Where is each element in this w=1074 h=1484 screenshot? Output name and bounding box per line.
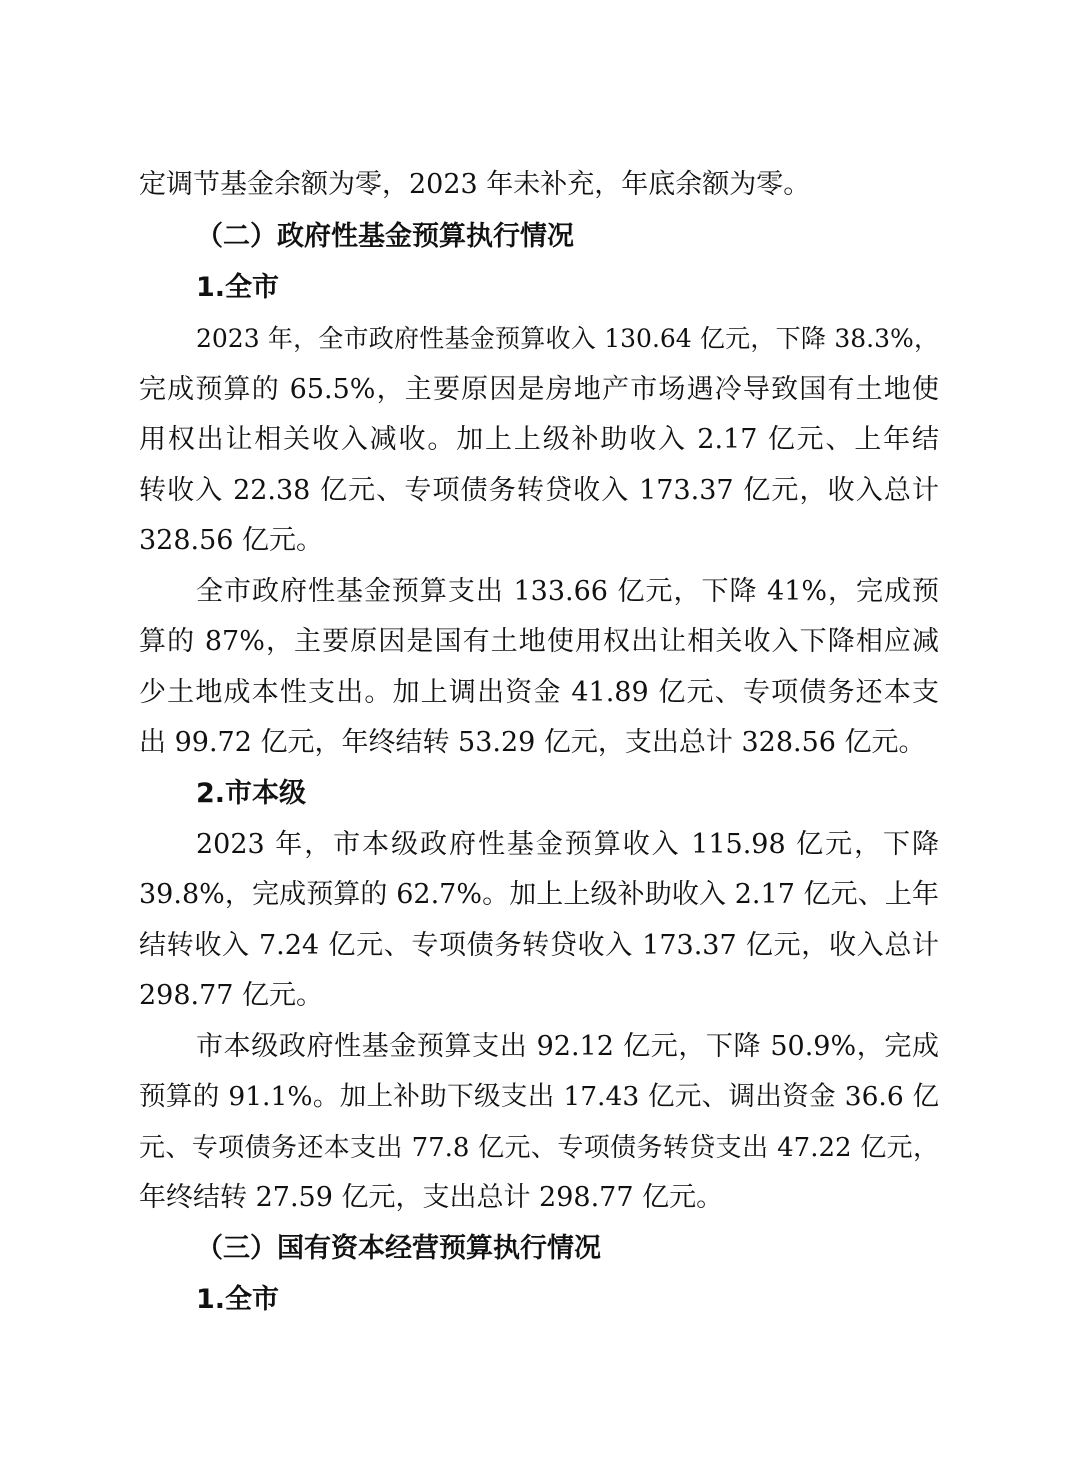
paragraph-line: 2023 年，市本级政府性基金预算收入 115.98 亿元，下降 bbox=[196, 829, 939, 860]
paragraph-line: 298.77 亿元。 bbox=[139, 980, 324, 1011]
paragraph-line: 预算的 91.1%。加上补助下级支出 17.43 亿元、调出资金 36.6 亿 bbox=[139, 1081, 939, 1112]
paragraph-line: 全市政府性基金预算支出 133.66 亿元，下降 41%，完成预 bbox=[196, 576, 939, 607]
paragraph-line: 完成预算的 65.5%，主要原因是房地产市场遇冷导致国有土地使 bbox=[139, 374, 939, 405]
paragraph-line: 年终结转 27.59 亿元，支出总计 298.77 亿元。 bbox=[139, 1182, 724, 1213]
section-heading: （二）政府性基金预算执行情况 bbox=[196, 221, 574, 252]
paragraph-line: 定调节基金余额为零，2023 年未补充，年底余额为零。 bbox=[139, 169, 811, 200]
subsection-heading: 1.全市 bbox=[196, 1284, 280, 1315]
paragraph-line: 出 99.72 亿元，年终结转 53.29 亿元，支出总计 328.56 亿元。 bbox=[139, 727, 926, 758]
subsection-heading: 2.市本级 bbox=[196, 778, 307, 809]
paragraph-line: 2023 年，全市政府性基金预算收入 130.64 亿元，下降 38.3%， bbox=[196, 324, 939, 353]
paragraph-line: 转收入 22.38 亿元、专项债务转贷收入 173.37 亿元，收入总计 bbox=[139, 475, 939, 506]
subsection-heading: 1.全市 bbox=[196, 272, 280, 303]
paragraph-line: 算的 87%，主要原因是国有土地使用权出让相关收入下降相应减 bbox=[139, 626, 939, 657]
paragraph-line: 用权出让相关收入减收。加上上级补助收入 2.17 亿元、上年结 bbox=[139, 424, 939, 455]
paragraph-line: 元、专项债务还本支出 77.8 亿元、专项债务转贷支出 47.22 亿元， bbox=[139, 1133, 939, 1163]
paragraph-line: 结转收入 7.24 亿元、专项债务转贷收入 173.37 亿元，收入总计 bbox=[139, 930, 939, 961]
paragraph-line: 39.8%，完成预算的 62.7%。加上上级补助收入 2.17 亿元、上年 bbox=[139, 879, 939, 910]
paragraph-line: 市本级政府性基金预算支出 92.12 亿元，下降 50.9%，完成 bbox=[196, 1031, 939, 1062]
paragraph-line: 328.56 亿元。 bbox=[139, 525, 324, 556]
paragraph-line: 少土地成本性支出。加上调出资金 41.89 亿元、专项债务还本支 bbox=[139, 677, 939, 708]
section-heading: （三）国有资本经营预算执行情况 bbox=[196, 1233, 601, 1264]
